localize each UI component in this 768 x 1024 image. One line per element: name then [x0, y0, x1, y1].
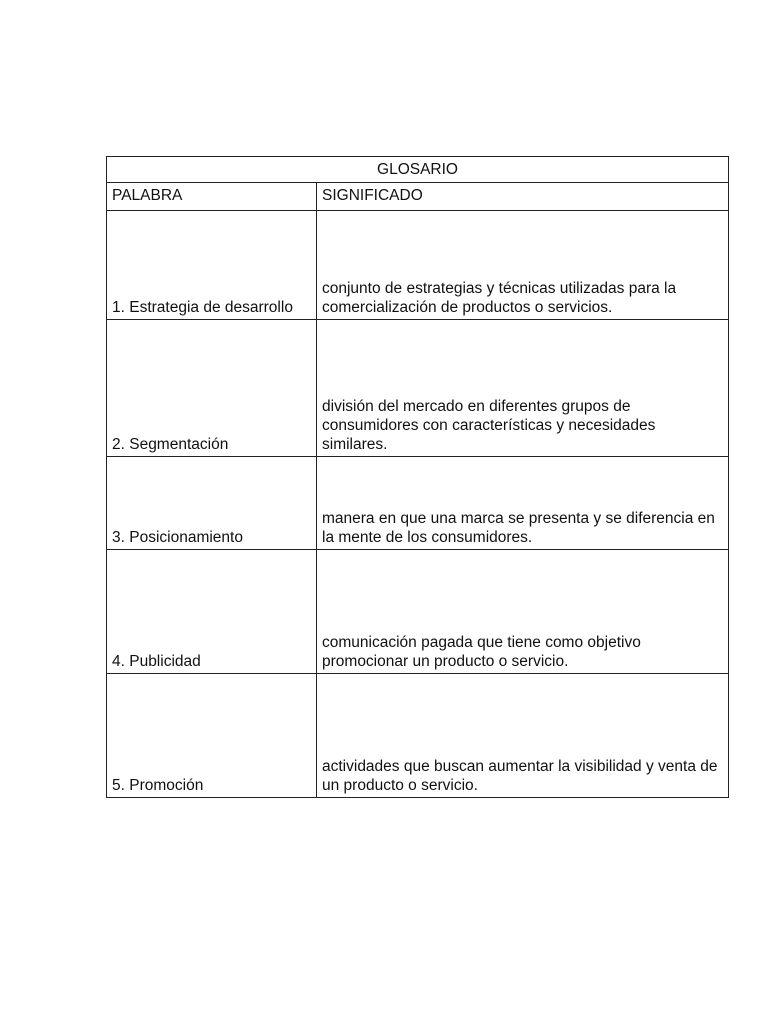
definition-cell: comunicación pagada que tiene como objetivo promocionar un producto o servicio. — [317, 550, 729, 674]
definition-cell: división del mercado en diferentes grupos de consumidores con características y necesidades similares. — [317, 320, 729, 457]
definition-cell: manera en que una marca se presenta y se diferencia en la mente de los consumidores. — [317, 457, 729, 550]
term-cell: 1. Estrategia de desarrollo — [107, 211, 317, 320]
definition-cell: actividades que buscan aumentar la visibilidad y venta de un producto o servicio. — [317, 674, 729, 798]
term-cell: 3. Posicionamiento — [107, 457, 317, 550]
table-row — [107, 211, 729, 320]
table-title-row — [107, 157, 729, 183]
column-header-word: PALABRA — [107, 183, 317, 211]
table-row — [107, 457, 729, 550]
term-cell: 5. Promoción — [107, 674, 317, 798]
term-cell: 4. Publicidad — [107, 550, 317, 674]
term-cell: 2. Segmentación — [107, 320, 317, 457]
table-title: GLOSARIO — [107, 157, 729, 183]
table-row — [107, 674, 729, 798]
definition-cell: conjunto de estrategias y técnicas utilizadas para la comercialización de productos o servicios. — [317, 211, 729, 320]
table-header-row — [107, 183, 729, 211]
glossary-table — [106, 156, 729, 798]
column-header-meaning: SIGNIFICADO — [317, 183, 729, 211]
table-row — [107, 550, 729, 674]
table-row — [107, 320, 729, 457]
